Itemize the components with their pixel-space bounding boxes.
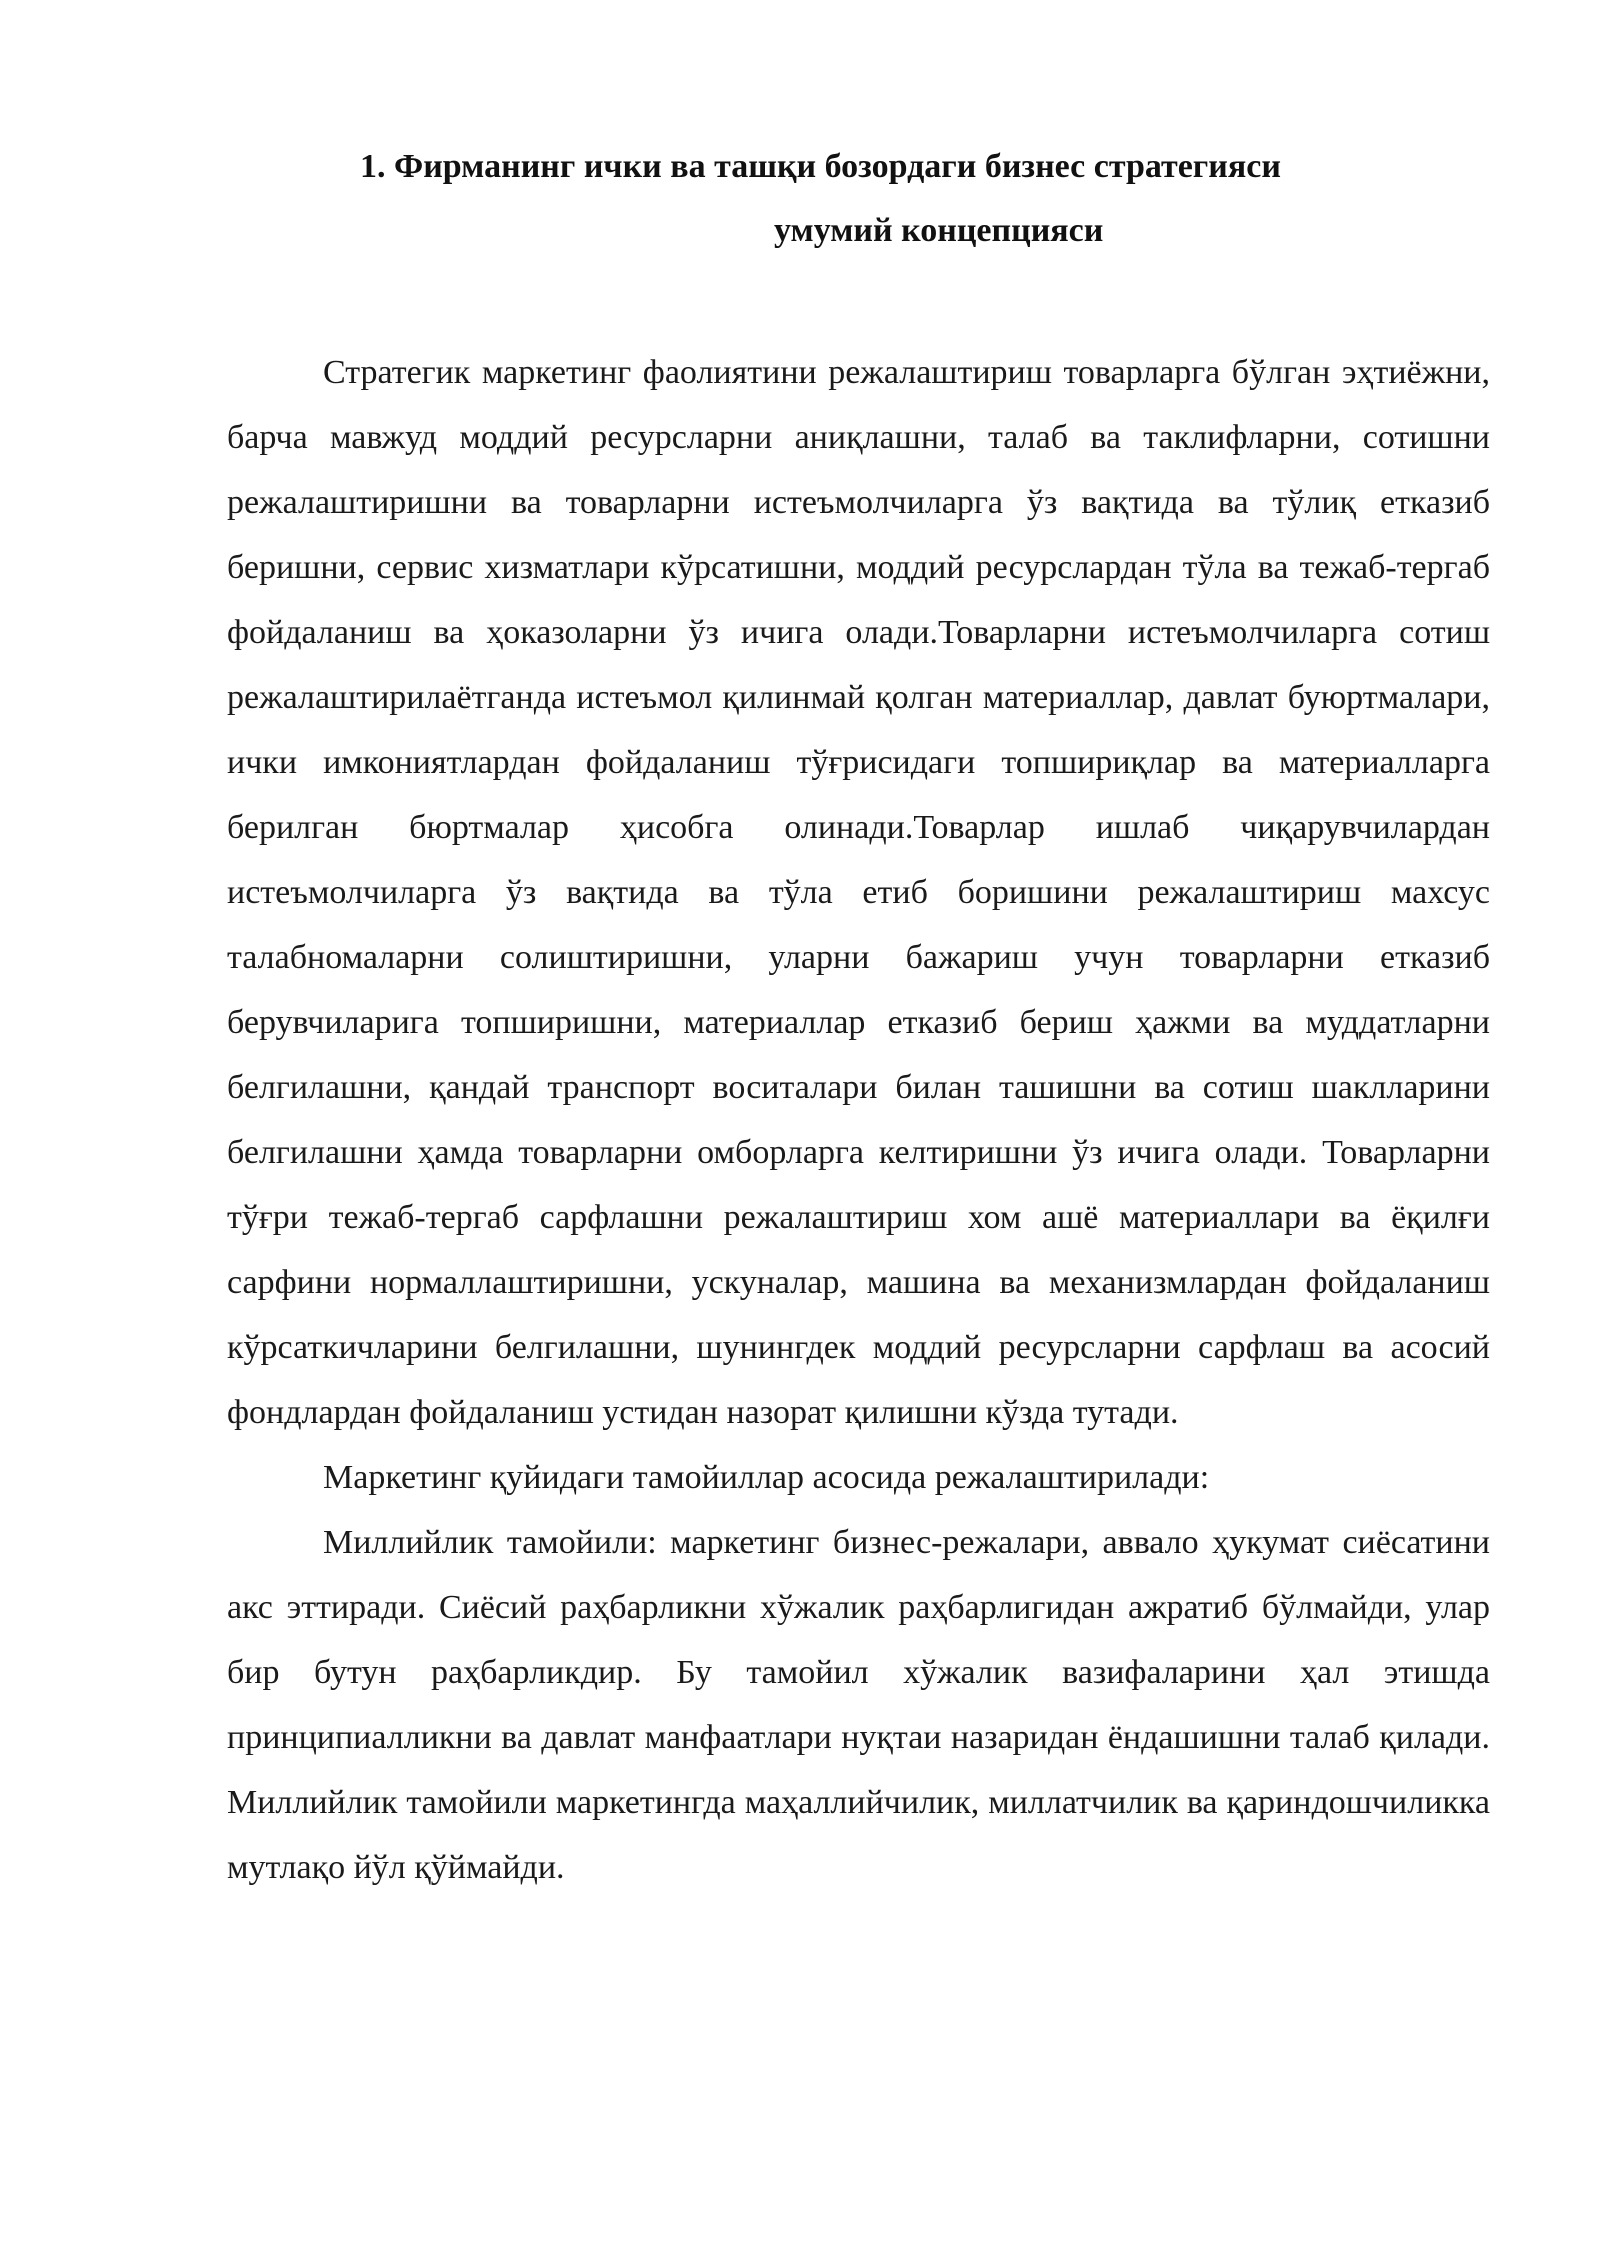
- document-body: [227, 340, 1490, 1900]
- paragraph-strategic-marketing: Стратегик маркетинг фаолиятини режалаштириш товарларга бўлган эҳтиёжни, барча мавжуд моддий ресурсларни аниқлашни, талаб ва таклифларни, сотишни режалаштиришни ва товарларни истеъмолчиларга ўз вақтида ва тўлиқ етказиб беришни, сервис хизматлари кўрсатишни, моддий ресурслардан тўла ва тежаб-тергаб фойдаланиш ва ҳоказоларни ўз ичига олади.Товарларни истеъмолчиларга сотиш режалаштирилаётганда истеъмол қилинмай қолган материаллар, давлат буюртмалари, ички имкониятлардан фойдаланиш тўғрисидаги топшириқлар ва материалларга берилган бюртмалар ҳисобга олинади.Товарлар ишлаб чиқарувчилардан истеъмолчиларга ўз вақтида ва тўла етиб боришини режалаштириш махсус талабномаларни солиштиришни, уларни бажариш учун товарларни етказиб берувчиларига топширишни, материаллар етказиб бериш ҳажми ва муддатларни белгилашни, қандай транспорт воситалари билан ташишни ва сотиш шаклларини белгилашни ҳамда товарларни омборларга келтиришни ўз ичига олади. Товарларни тўғри тежаб-тергаб сарфлашни режалаштириш хом ашё материаллари ва ёқилғи сарфини нормаллаштиришни, ускуналар, машина ва механизмлардан фойдаланиш кўрсаткичларини белгилашни, шунингдек моддий ресурсларни сарфлаш ва асосий фондлардан фойдаланиш устидан назорат қилишни кўзда тутади.: [227, 354, 1490, 1431]
- heading-line-2: умумий концепцияси: [774, 212, 1104, 249]
- paragraph-principles-intro: Маркетинг қуйидаги тамойиллар асосида режалаштирилади:: [323, 1459, 1210, 1496]
- heading-line-1: 1. Фирманинг ички ва ташқи бозордаги бизнес стратегияси: [360, 148, 1281, 185]
- paragraph-national-principle: Миллийлик тамойили: маркетинг бизнес-режалари, аввало ҳукумат сиёсатини акс эттиради. Сиёсий раҳбарликни хўжалик раҳбарлигидан ажратиб бўлмайди, улар бир бутун раҳбарликдир. Бу тамойил хўжалик вазифаларини ҳал этишда принципиалликни ва давлат манфаатлари нуқтаи назаридан ёндашишни талаб қилади. Миллийлик тамойили маркетингда маҳаллийчилик, миллатчилик ва қариндошчиликка мутлақо йўл қўймайди.: [227, 1524, 1490, 1886]
